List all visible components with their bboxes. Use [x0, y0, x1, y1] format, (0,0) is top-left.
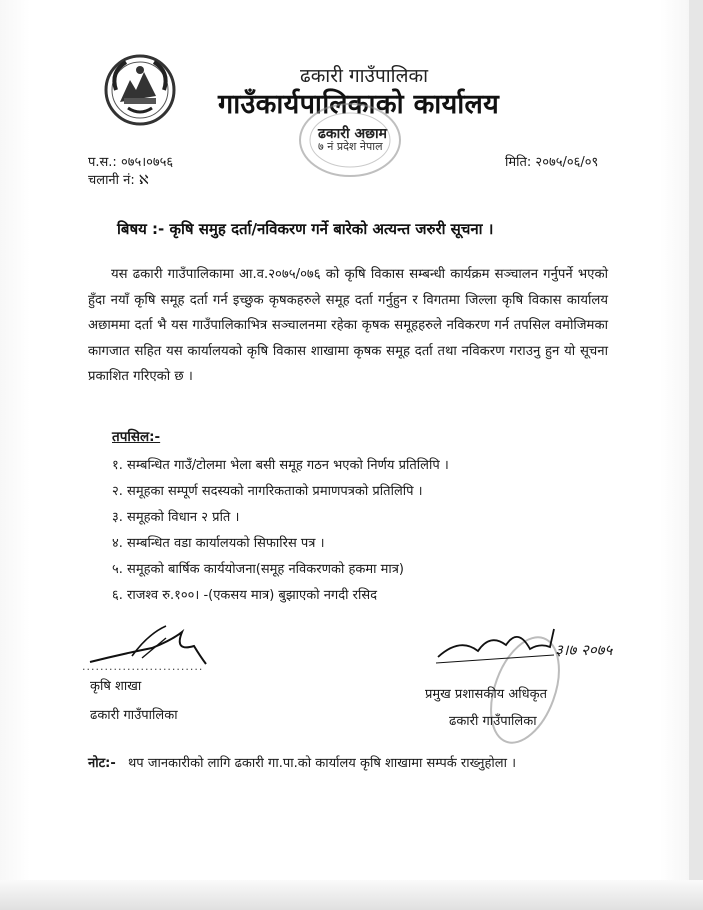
right-handwritten-date: ३।७ २०७५	[555, 641, 613, 659]
office-country: ७ नं प्रदेश नेपाल	[318, 140, 383, 153]
official-stamp	[295, 100, 405, 180]
list-item: ३. समूहको विधान २ प्रति ।	[112, 510, 240, 525]
list-item: १. सम्बन्धित गाउँ/टोलमा भेला बसी समूह गठन भएको निर्णय प्रतिलिपि ।	[112, 458, 449, 473]
left-signatory-org: ढकारी गाउँपालिका	[90, 708, 178, 723]
note-label: नोट:-	[88, 756, 116, 771]
left-signatory-title: कृषि शाखा	[90, 679, 142, 694]
nepal-emblem-logo	[100, 50, 180, 130]
list-item: २. समूहका सम्पूर्ण सदस्यको नागरिकताको प्रमाणपत्रको प्रतिलिपि ।	[112, 484, 423, 499]
chalani-number	[88, 170, 149, 188]
right-signatory-title: प्रमुख प्रशासकीय अधिकृत	[425, 687, 548, 702]
list-item: ५. समूहको बार्षिक कार्ययोजना(समूह नविकरणको हकमा मात्र)	[112, 562, 404, 577]
tapasil-heading: तपसिल:-	[112, 429, 161, 445]
reference-number: प.स.: ०७५।०७५६	[88, 155, 174, 170]
body-paragraph: यस ढकारी गाउँपालिकामा आ.व.२०७५/०७६ को कृषि विकास सम्बन्धी कार्यक्रम सञ्चालन गर्नुपर्ने भएको हुँदा नयाँ कृषि समूह दर्ता गर्न इच्छुक कृषकहरुले समूह दर्ता गर्नुहुन र विगतमा जिल्ला कृषि विकास कार्यालय अछाममा दर्ता भै यस गाउँपालिकाभित्र सञ्चालनमा रहेका कृषक समूहहरुले नविकरण गर्न तपसिल वमोजिमका कागजात सहित यस कार्यालयको कृषि विकास शाखामा कृषक समूह दर्ता तथा नविकरण गराउनु हुन यो सूचना प्रकाशित गरिएको छ ।	[88, 267, 608, 385]
office-name: ढकारी गाउँपालिका	[300, 65, 429, 87]
left-signature-line: ...........................	[82, 660, 204, 673]
note-text: थप जानकारीको लागि ढकारी गा.पा.को कार्यालय कृषि शाखामा सम्पर्क राख्नुहोला ।	[128, 756, 517, 771]
page-bottom-shadow	[0, 880, 703, 910]
list-item: ६. राजश्व रु.१००। -(एकसय मात्र) बुझाएको नगदी रसिद	[112, 588, 378, 603]
page-edge-shadow	[689, 0, 703, 910]
subject-line: बिषय :- कृषि समुह दर्ता/नविकरण गर्ने बारेको अत्यन्त जरुरी सूचना ।	[117, 220, 494, 238]
chalani-label: चलानी नं:	[88, 173, 139, 188]
right-signatory-org: ढकारी गाउँपालिका	[449, 714, 537, 729]
office-title: गाउँकार्यपालिकाको कार्यालय	[218, 89, 500, 120]
office-place: ढकारी अछाम	[318, 126, 387, 142]
date: मिति: २०७५/०६/०९	[505, 155, 599, 170]
list-item: ४. सम्बन्धित वडा कार्यालयको सिफारिस पत्र ।	[112, 536, 325, 551]
chalani-handwritten-mark: ℵ	[138, 173, 149, 188]
